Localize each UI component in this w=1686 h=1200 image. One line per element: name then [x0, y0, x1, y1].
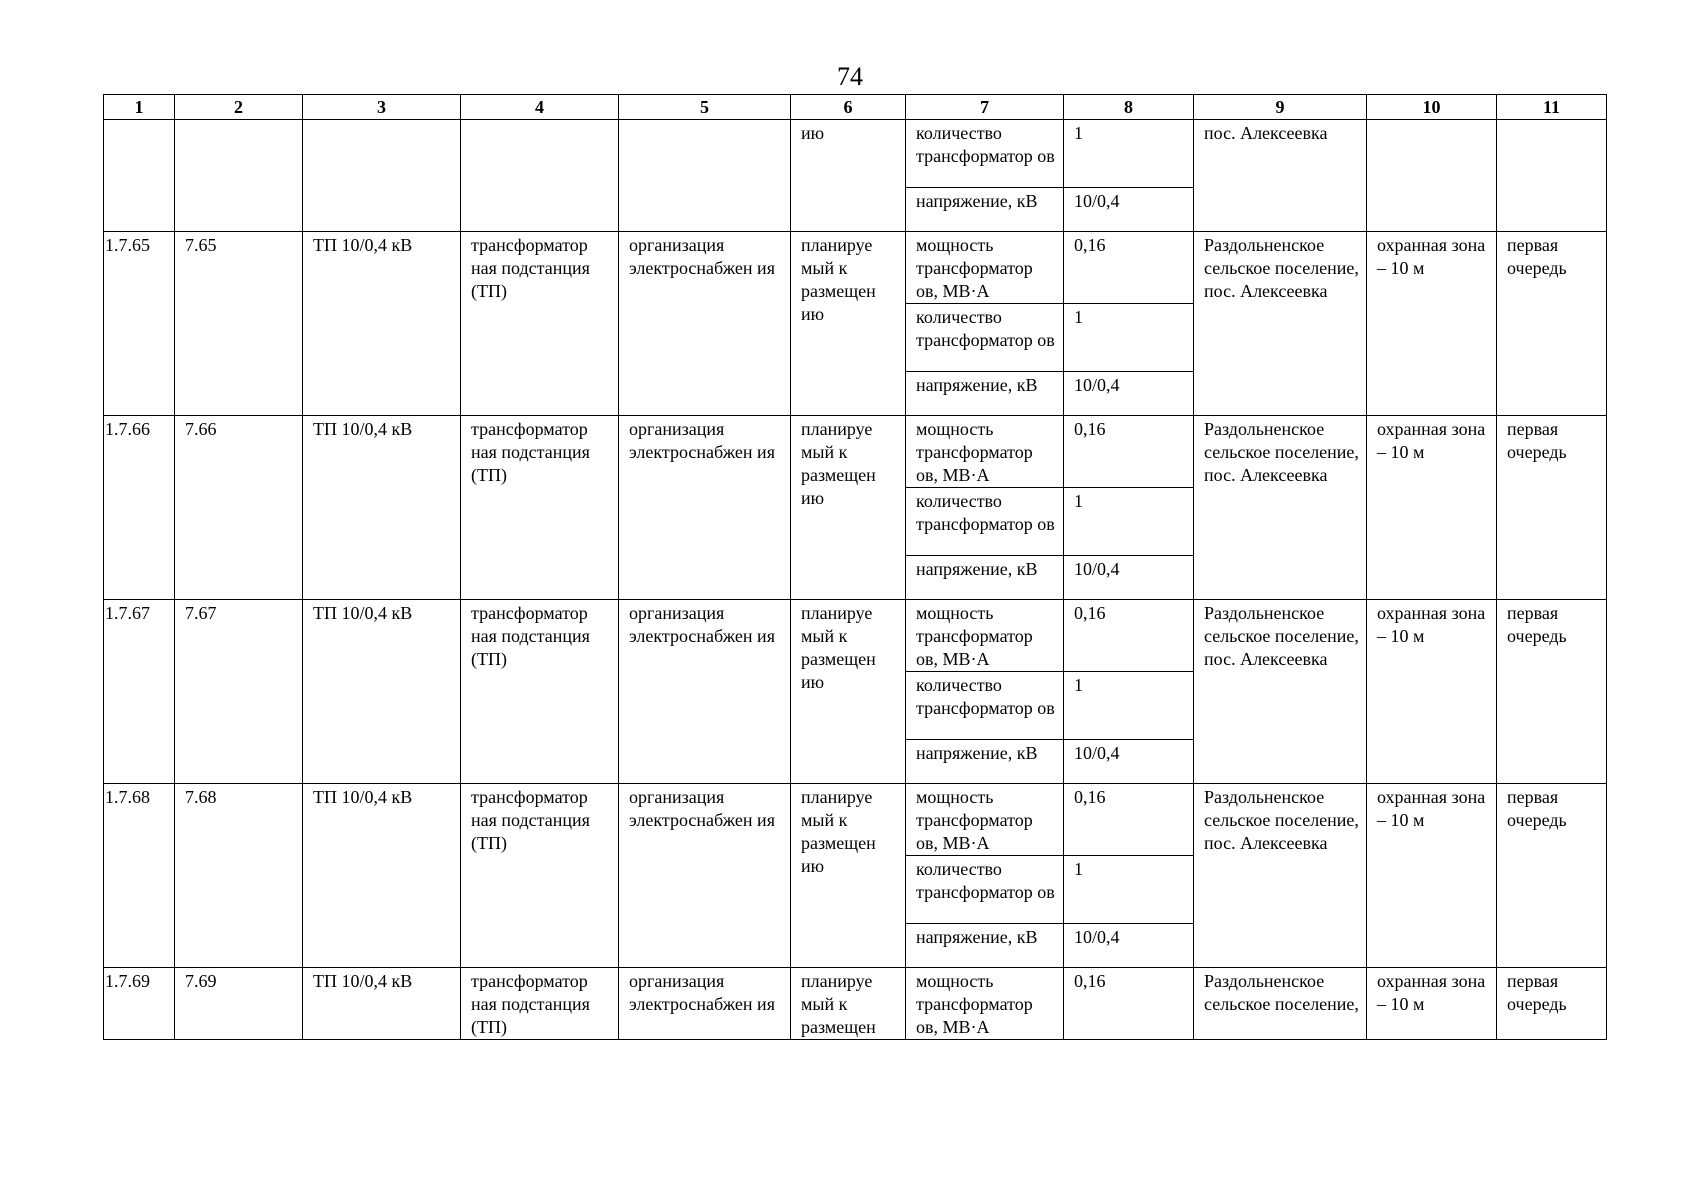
cell-param-name: количество трансформатор ов [906, 304, 1064, 372]
cell-location: Раздольненское сельское поселение, пос. Алексеевка [1194, 416, 1367, 600]
cell-param-value: 0,16 [1064, 232, 1194, 304]
column-header: 8 [1064, 95, 1194, 120]
cell-param-value: 1 [1064, 488, 1194, 556]
cell-param-value: 1 [1064, 304, 1194, 372]
cell-number: 1.7.67 [104, 600, 175, 784]
column-header: 1 [104, 95, 175, 120]
cell-number: 1.7.68 [104, 784, 175, 968]
cell-param-value: 0,16 [1064, 600, 1194, 672]
cell-status: планируе мый к размещен ию [791, 232, 906, 416]
table-row [104, 416, 1607, 488]
cell-purpose: организация электроснабжен ия [619, 600, 791, 784]
cell-code: 7.68 [175, 784, 303, 968]
column-header: 10 [1367, 95, 1497, 120]
cell-param-value: 0,16 [1064, 968, 1194, 1040]
cell-param-name: количество трансформатор ов [906, 488, 1064, 556]
cell-param-name: напряжение, кВ [906, 372, 1064, 416]
cell-type: трансформатор ная подстанция (ТП) [461, 600, 619, 784]
column-header: 7 [906, 95, 1064, 120]
column-header: 9 [1194, 95, 1367, 120]
cell-purpose: организация электроснабжен ия [619, 232, 791, 416]
column-header: 4 [461, 95, 619, 120]
cell-status: ию [791, 120, 906, 232]
column-header: 11 [1497, 95, 1607, 120]
cell-param-value: 10/0,4 [1064, 556, 1194, 600]
cell-param-name: напряжение, кВ [906, 188, 1064, 232]
table-row [104, 600, 1607, 672]
cell-param-value: 0,16 [1064, 784, 1194, 856]
cell-code: 7.66 [175, 416, 303, 600]
cell-type: трансформатор ная подстанция (ТП) [461, 968, 619, 1040]
cell-code [175, 120, 303, 232]
cell-code: 7.67 [175, 600, 303, 784]
cell-zone: охранная зона – 10 м [1367, 232, 1497, 416]
cell-param-name: напряжение, кВ [906, 924, 1064, 968]
cell-name: ТП 10/0,4 кВ [303, 416, 461, 600]
cell-number: 1.7.65 [104, 232, 175, 416]
cell-purpose [619, 120, 791, 232]
cell-stage: первая очередь [1497, 968, 1607, 1040]
cell-name [303, 120, 461, 232]
cell-param-name: количество трансформатор ов [906, 672, 1064, 740]
table-body [104, 95, 1607, 1040]
cell-stage: первая очередь [1497, 600, 1607, 784]
cell-zone: охранная зона – 10 м [1367, 968, 1497, 1040]
cell-param-value: 1 [1064, 120, 1194, 188]
cell-location: Раздольненское сельское поселение, пос. Алексеевка [1194, 600, 1367, 784]
cell-zone: охранная зона – 10 м [1367, 784, 1497, 968]
cell-param-name: мощность трансформатор ов, МВ·А [906, 968, 1064, 1040]
table-row [104, 968, 1607, 1040]
cell-status: планируе мый к размещен ию [791, 416, 906, 600]
cell-purpose: организация электроснабжен ия [619, 968, 791, 1040]
column-header: 5 [619, 95, 791, 120]
cell-param-name: мощность трансформатор ов, МВ·А [906, 232, 1064, 304]
cell-type: трансформатор ная подстанция (ТП) [461, 784, 619, 968]
cell-zone: охранная зона – 10 м [1367, 416, 1497, 600]
cell-status: планируе мый к размещен ию [791, 600, 906, 784]
cell-zone: охранная зона – 10 м [1367, 600, 1497, 784]
register-table [103, 94, 1607, 1040]
cell-location: пос. Алексеевка [1194, 120, 1367, 232]
cell-name: ТП 10/0,4 кВ [303, 784, 461, 968]
cell-purpose: организация электроснабжен ия [619, 784, 791, 968]
cell-param-value: 1 [1064, 672, 1194, 740]
column-header: 6 [791, 95, 906, 120]
continuation-row [104, 120, 1607, 188]
cell-type: трансформатор ная подстанция (ТП) [461, 232, 619, 416]
cell-param-name: мощность трансформатор ов, МВ·А [906, 784, 1064, 856]
cell-number [104, 120, 175, 232]
table-row [104, 232, 1607, 304]
cell-name: ТП 10/0,4 кВ [303, 232, 461, 416]
cell-stage: первая очередь [1497, 232, 1607, 416]
cell-location: Раздольненское сельское поселение, пос. Алексеевка [1194, 784, 1367, 968]
cell-purpose: организация электроснабжен ия [619, 416, 791, 600]
cell-location: Раздольненское сельское поселение, пос. Алексеевка [1194, 232, 1367, 416]
column-header: 2 [175, 95, 303, 120]
cell-number: 1.7.69 [104, 968, 175, 1040]
cell-number: 1.7.66 [104, 416, 175, 600]
cell-param-value: 0,16 [1064, 416, 1194, 488]
cell-name: ТП 10/0,4 кВ [303, 968, 461, 1040]
cell-stage [1497, 120, 1607, 232]
page-number: 74 [837, 62, 863, 91]
cell-zone [1367, 120, 1497, 232]
cell-stage: первая очередь [1497, 416, 1607, 600]
cell-param-name: напряжение, кВ [906, 740, 1064, 784]
cell-name: ТП 10/0,4 кВ [303, 600, 461, 784]
cell-param-value: 10/0,4 [1064, 188, 1194, 232]
column-header: 3 [303, 95, 461, 120]
cell-param-name: количество трансформатор ов [906, 120, 1064, 188]
cell-param-value: 10/0,4 [1064, 372, 1194, 416]
cell-type [461, 120, 619, 232]
cell-param-name: количество трансформатор ов [906, 856, 1064, 924]
cell-param-value: 10/0,4 [1064, 924, 1194, 968]
cell-code: 7.65 [175, 232, 303, 416]
cell-location: Раздольненское сельское поселение, [1194, 968, 1367, 1040]
cell-code: 7.69 [175, 968, 303, 1040]
cell-status: планируе мый к размещен ию [791, 784, 906, 968]
cell-type: трансформатор ная подстанция (ТП) [461, 416, 619, 600]
cell-param-name: напряжение, кВ [906, 556, 1064, 600]
cell-param-name: мощность трансформатор ов, МВ·А [906, 600, 1064, 672]
header-row [104, 95, 1607, 120]
cell-param-value: 10/0,4 [1064, 740, 1194, 784]
cell-param-name: мощность трансформатор ов, МВ·А [906, 416, 1064, 488]
cell-param-value: 1 [1064, 856, 1194, 924]
table-row [104, 784, 1607, 856]
cell-status: планируе мый к размещен [791, 968, 906, 1040]
cell-stage: первая очередь [1497, 784, 1607, 968]
